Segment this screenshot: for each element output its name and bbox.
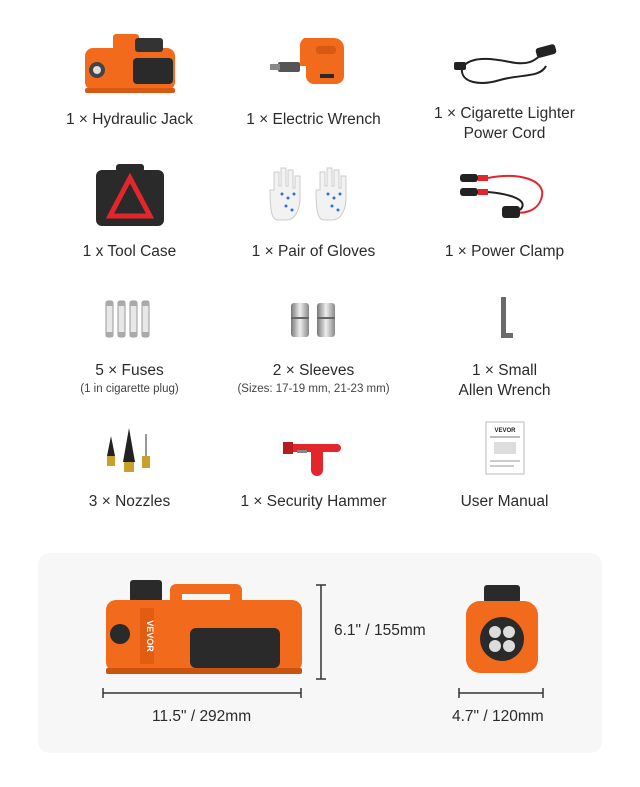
sleeves-icon: [279, 295, 349, 345]
item-label: 1 × Cigarette Lighter: [434, 105, 575, 122]
nozzles-icon: [95, 426, 165, 478]
item-sublabel: (Sizes: 17-19 mm, 21-23 mm): [237, 383, 390, 395]
item-label: 1 × Security Hammer: [240, 493, 387, 510]
hydraulic-jack-icon: [75, 28, 185, 98]
item-fuses: [23, 295, 236, 397]
item-label: 3 × Nozzles: [88, 493, 171, 510]
item-security-hammer: [207, 426, 420, 512]
item-label: 1 × Power Clamp: [444, 243, 565, 260]
item-hydraulic-jack: [23, 28, 236, 130]
item-gloves: [207, 160, 420, 262]
jack-brand-text: VEVOR: [145, 620, 155, 652]
item-label: 1 × Electric Wrench: [246, 111, 381, 128]
item-allen-wrench: [398, 295, 611, 401]
security-hammer-icon: [269, 426, 359, 478]
item-label: 1 x Tool Case: [82, 243, 177, 260]
width-dimension-label: 4.7" / 120mm: [452, 708, 544, 725]
height-dimension-label: 6.1" / 155mm: [334, 622, 426, 639]
power-cord-icon: [450, 28, 560, 98]
item-label: 5 × Fuses: [95, 362, 164, 379]
item-sublabel: (1 in cigarette plug): [80, 383, 179, 395]
item-sleeves: [207, 295, 420, 397]
manual-brand-text: VEVOR: [493, 428, 516, 434]
length-dimension-line: [102, 686, 302, 700]
item-tool-case: [23, 160, 236, 262]
width-dimension-line: [458, 686, 544, 700]
item-label: 1 × Pair of Gloves: [251, 243, 376, 260]
electric-wrench-icon: [264, 28, 364, 98]
gloves-icon: [264, 160, 364, 230]
item-cigarette-lighter-cord: [398, 28, 611, 144]
item-nozzles: [23, 426, 236, 512]
item-user-manual: [398, 420, 611, 512]
item-label: 2 × Sleeves: [272, 362, 355, 379]
length-dimension-label: 11.5" / 292mm: [152, 708, 252, 725]
fuses-icon: [100, 295, 160, 345]
power-clamp-icon: [450, 160, 560, 230]
item-electric-wrench: [207, 28, 420, 130]
item-label: User Manual: [460, 493, 549, 510]
allen-wrench-icon: [485, 295, 525, 345]
height-dimension-line: [314, 584, 328, 680]
item-label: 1 × Hydraulic Jack: [65, 111, 194, 128]
tool-case-icon: [90, 160, 170, 230]
item-label: 1 × Small: [471, 362, 538, 379]
jack-front-view: [462, 583, 542, 675]
item-power-clamp: [398, 160, 611, 262]
jack-side-view: [100, 578, 310, 678]
item-label-line2: Power Cord: [463, 125, 546, 142]
user-manual-icon: [480, 420, 530, 478]
item-label-line2: Allen Wrench: [458, 382, 551, 399]
